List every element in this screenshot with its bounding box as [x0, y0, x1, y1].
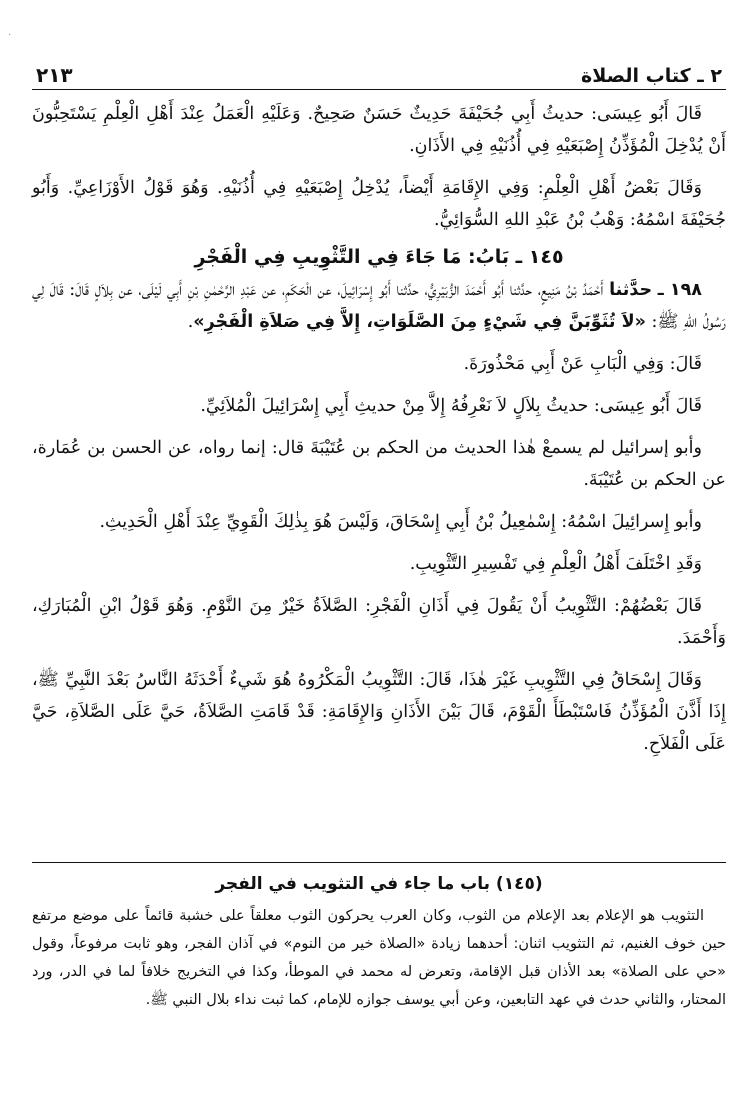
paragraph: قَالَ: وَفِي الْبَابِ عَنْ أَبِي مَحْذُورَةَ.: [463, 354, 702, 374]
hadith-paragraph: [32, 274, 726, 338]
notes-body: التثويب هو الإعلام بعد الإعلام من الثوب، وكان العرب يحركون الثوب معلقاً على خشبة قائماً على موضع مرتفع حين خوف الغنيم، ثم التثويب اثنان: أحدهما زيادة «الصلاة خير من النوم» في آذان الفجر، وهو ثابت مرفوعاً، وقول «حي على الصلاة» بعد الأذان قبل الإقامة، وتعرض له محمد في الموطأ، وكذا في التخريج خلافاً لما في الدر، ورد المحتار، والثاني حدث في عهد التابعين، وعن أبي يوسف جوازه للإمام، كما ثبت نداء بلال النبي ﷺ.: [32, 908, 726, 1008]
footnote-divider: [32, 862, 726, 863]
running-title: ٢ ـ كتاب الصلاة: [581, 65, 722, 87]
paragraph: وأبو إِسرائِيلَ اسْمُهُ: إِسْمٰعِيلُ بْنُ أَبِي إِسْحَاقَ، وَلَيْسَ هُوَ بِذٰلِكَ الْقَوِيِّ عِنْدَ أَهْلِ الْحَدِيثِ.: [99, 512, 702, 532]
hadith-number: ١٩٨ ـ: [657, 280, 702, 300]
main-text: [32, 90, 726, 760]
paragraph: وَقَالَ إِسْحَاقُ فِي التَّثْوِيبِ غَيْرَ هٰذَا، قَالَ: التَّثْوِيبُ الْمَكْرُوهُ هُوَ شَيءٌ أَحْدَثَهُ النَّاسُ بَعْدَ النَّبِيِّ ﷺ، إِذَا أَذَّنَ الْمُؤَذِّنُ فَاسْتَبْطَأَ الْقَوْمَ، قَالَ بَيْنَ الأَذَانِ وَالإِقَامَةِ: قَدْ قَامَتِ الصَّلاَةُ، حَيَّ عَلَى الصَّلاَةِ، حَيَّ عَلَى الْفَلاَحِ.: [32, 670, 726, 754]
notes-heading: (١٤٥) باب ما جاء في التثويب في الفجر: [215, 874, 543, 894]
paragraph: قَالَ أَبُو عِيسَى: حديثُ أَبِي جُحَيْفَةَ حَدِيثٌ حَسَنٌ صَحِيحٌ. وَعَلَيْهِ الْعَمَلُ عِنْدَ أَهْلِ الْعِلْمِ يَسْتَحِبُّونَ أَنْ يُدْخِلَ الْمُؤَذِّنُ إِصْبَعَيْهِ فِي أُذُنَيْهِ فِي الأَذَانِ.: [32, 104, 726, 156]
footnotes: [32, 874, 726, 1014]
paragraph: وأبو إسرائيل لم يسمعْ هٰذا الحديث من الحكم بن عُتَيْبَةَ قال: إنما رواه، عن الحسن بن عُمَارة، عن الحكم بن عُتَيْبَةَ.: [32, 438, 726, 490]
chapter-heading: ١٤٥ ـ بَابُ: مَا جَاءَ فِي التَّثْوِيبِ فِي الْفَجْرِ: [194, 246, 564, 268]
hadith-chain: أَحْمَدُ بْنُ مَنِيعٍ، حدَّثنا أَبُو أَحْمَدَ الزُّبَيْرِيُّ، حدَّثنا أَبُو إِسْرَائِيلَ، عن الْحَكَمِ، عن عَبْدِ الرَّحْمٰنِ بْنِ أَبِي لَيْلَى، عن بِلاَلٍ قَالَ: قَالَ لِي رَسُولُ اللهِ ﷺ:: [32, 280, 726, 332]
paragraph: وَقَالَ بَعْضُ أَهْلِ الْعِلْمِ: وَفِي الإِقَامَةِ أَيْضاً، يُدْخِلُ إِصْبَعَيْهِ فِي أُذُنَيْهِ. وَهُوَ قَوْلُ الأَوْزَاعِيِّ. وَأَبُو جُحَيْفَةَ اسْمُهُ: وَهْبُ بْنُ عَبْدِ اللهِ السُّوَائِيُّ.: [32, 178, 726, 230]
page: [32, 52, 726, 1092]
prophet-quote: «لاَ تُثَوِّبَنَّ فِي شَيْءٍ مِنَ الصَّلَوَاتِ، إِلاَّ فِي صَلاَةِ الْفَجْرِ»: [193, 312, 646, 332]
hadith-end: .: [187, 312, 194, 332]
page-number: ٢١٣: [36, 63, 73, 87]
page-header: [32, 52, 726, 90]
hadith-lead: حدَّثنا: [609, 280, 653, 300]
paragraph: وَقَدِ اخْتَلَفَ أَهْلُ الْعِلْمِ فِي تَفْسِيرِ التَّثْوِيبِ.: [409, 554, 702, 574]
paragraph: قَالَ بَعْضُهُمْ: التَّثْوِيبُ أَنْ يَقُولَ فِي أَذَانِ الْفَجْرِ: الصَّلاَةُ خَيْرٌ مِنَ النَّوْمِ. وَهُوَ قَوْلُ ابْنِ الْمُبَارَكِ، وَأَحْمَدَ.: [32, 596, 726, 648]
paragraph: قَالَ أَبُو عِيسَى: حديثُ بِلاَلٍ لاَ نَعْرِفُهُ إِلاَّ مِنْ حديثِ أَبِي إِسْرَائِيلَ الْمُلاَئِيِّ.: [200, 396, 702, 416]
corner-mark: ·: [8, 30, 12, 41]
